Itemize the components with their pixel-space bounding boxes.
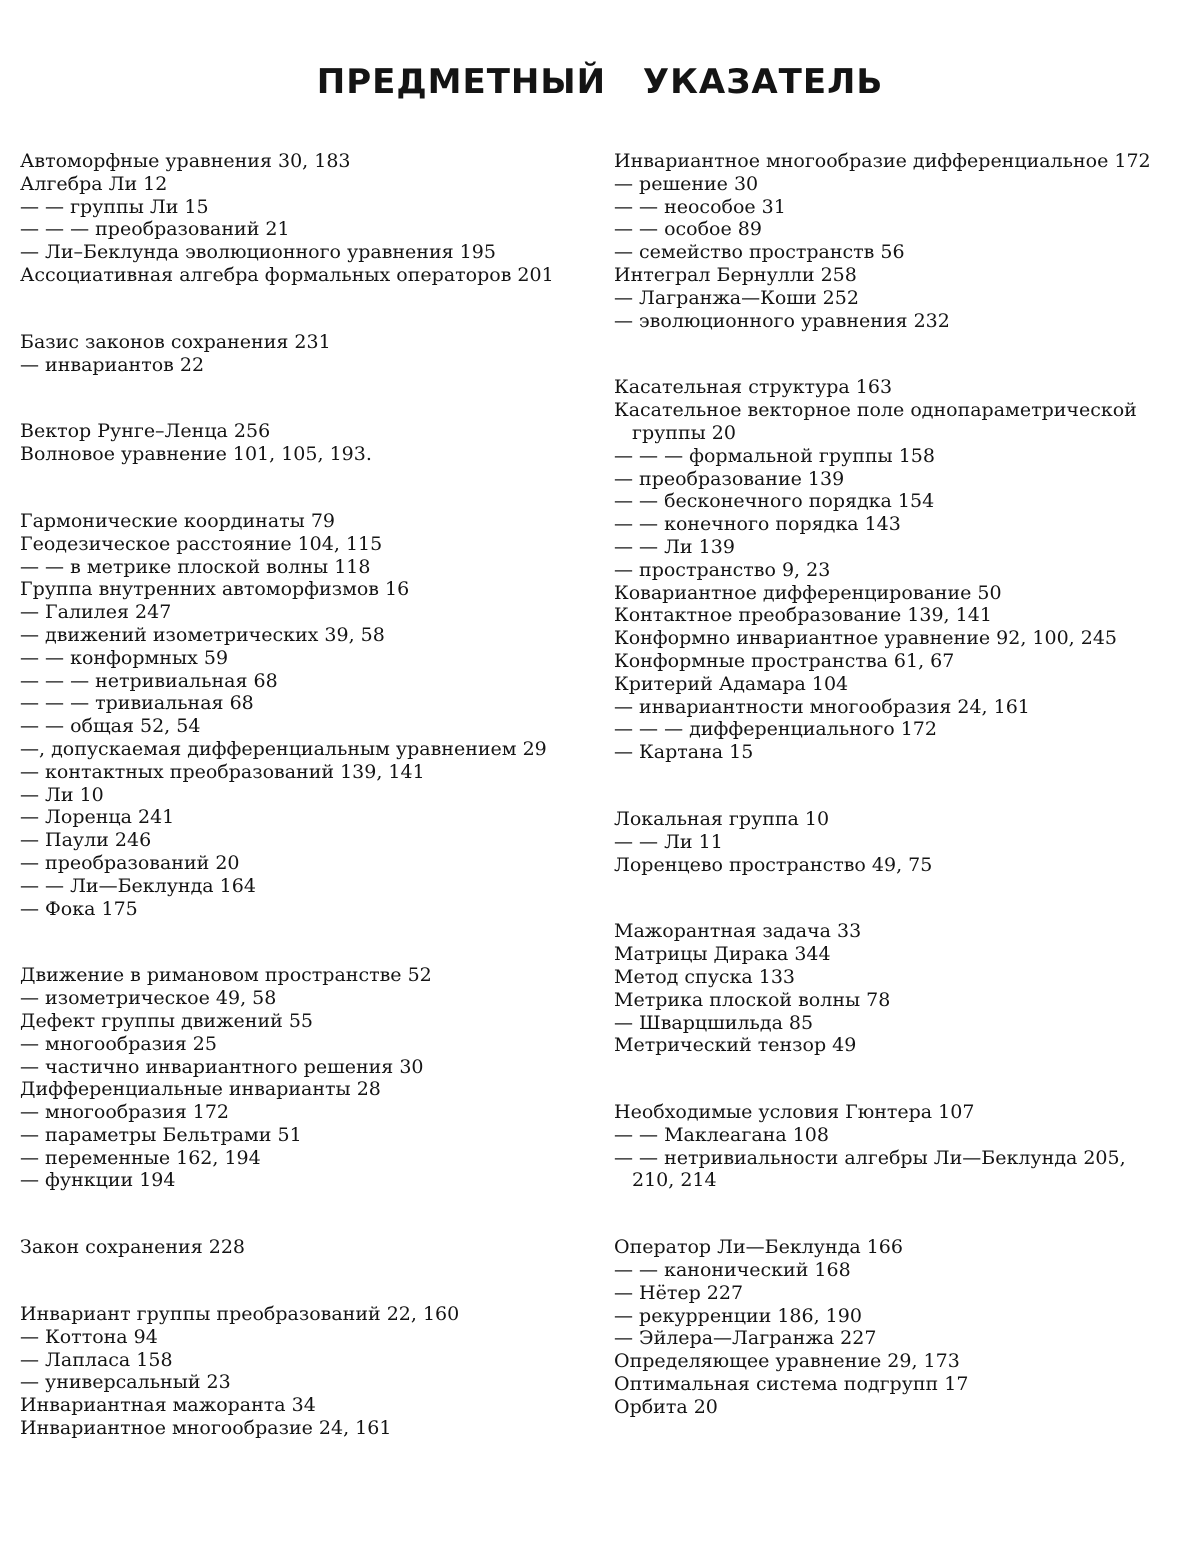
index-entry: — — Ли 11 xyxy=(614,830,723,853)
index-entry: — движений изометрических 39, 58 xyxy=(20,623,385,646)
index-entry: — Коттона 94 xyxy=(20,1325,158,1348)
letter-group-k xyxy=(614,376,1169,764)
letter-group-z xyxy=(20,1236,580,1259)
index-entry: Метод спуска 133 xyxy=(614,965,796,988)
index-entry: — функции 194 xyxy=(20,1169,176,1192)
index-entry: — — Ли—Беклунда 164 xyxy=(20,874,256,897)
index-entry: — — особое 89 xyxy=(614,218,762,241)
index-entry: Автоморфные уравнения 30, 183 xyxy=(20,150,351,172)
index-column-right xyxy=(614,150,1169,1419)
index-entry: — контактных преобразований 139, 141 xyxy=(20,760,425,783)
index-entry: Базис законов сохранения 231 xyxy=(20,330,331,353)
index-entry: — — нетривиальности алгебры Ли—Беклунда 205, 210, 214 xyxy=(614,1146,1126,1192)
index-entry: — Галилея 247 xyxy=(20,601,172,624)
page-title: ПРЕДМЕТНЫЙ УКАЗАТЕЛЬ xyxy=(316,62,884,102)
index-entry: Геодезическое расстояние 104, 115 xyxy=(20,532,383,555)
index-entry: — — бесконечного порядка 154 xyxy=(614,490,935,513)
index-entry: — — — преобразований 21 xyxy=(20,218,290,241)
index-entry: Контактное преобразование 139, 141 xyxy=(614,604,992,627)
index-entry: — — — нетривиальная 68 xyxy=(20,669,278,692)
index-entry: —, допускаемая дифференциальным уравнением 29 xyxy=(20,737,547,760)
index-entry: — переменные 162, 194 xyxy=(20,1146,261,1169)
index-entry: Касательная структура 163 xyxy=(614,376,893,399)
index-entry: Алгебра Ли 12 xyxy=(20,172,168,195)
index-entry: — — Ли 139 xyxy=(614,535,735,558)
index-entry: — универсальный 23 xyxy=(20,1371,231,1394)
letter-group-n xyxy=(614,1101,1169,1192)
index-entry: Оператор Ли—Беклунда 166 xyxy=(614,1236,903,1259)
letter-group-i-cont xyxy=(614,150,1169,332)
letter-group-g xyxy=(20,510,580,920)
index-entry: Инвариант группы преобразований 22, 160 xyxy=(20,1303,460,1326)
index-entry: — многообразия 172 xyxy=(20,1101,229,1124)
index-entry: Необходимые условия Гюнтера 107 xyxy=(614,1101,975,1124)
index-entry: Лоренцево пространство 49, 75 xyxy=(614,853,933,876)
index-entry: — — — дифференциального 172 xyxy=(614,718,937,741)
letter-group-a xyxy=(20,150,580,287)
index-entry: Инвариантное многообразие 24, 161 xyxy=(20,1417,392,1440)
index-entry: — Шварцшильда 85 xyxy=(614,1011,814,1034)
letter-group-i xyxy=(20,1303,580,1440)
index-entry: — решение 30 xyxy=(614,172,759,195)
index-entry: — — конформных 59 xyxy=(20,646,229,669)
index-entry: — — группы Ли 15 xyxy=(20,195,209,218)
index-entry: — преобразование 139 xyxy=(614,467,845,490)
index-column-left xyxy=(20,150,580,1440)
index-entry: Оптимальная система подгрупп 17 xyxy=(614,1373,969,1396)
letter-group-l xyxy=(614,808,1169,876)
index-entry: Конформно инвариантное уравнение 92, 100, 245 xyxy=(614,627,1118,650)
index-entry: — частично инвариантного решения 30 xyxy=(20,1055,424,1078)
index-entry: — Ли 10 xyxy=(20,783,104,806)
index-entry: Локальная группа 10 xyxy=(614,807,830,830)
index-entry: — — Маклеагана 108 xyxy=(614,1123,829,1146)
index-entry: — инвариантности многообразия 24, 161 xyxy=(614,695,1030,718)
index-entry: — — неособое 31 xyxy=(614,195,786,218)
index-entry: — — конечного порядка 143 xyxy=(614,513,901,536)
letter-group-d xyxy=(20,964,580,1192)
index-entry: Дифференциальные инварианты 28 xyxy=(20,1078,381,1101)
index-entry: — Картана 15 xyxy=(614,741,754,764)
index-entry: — Фока 175 xyxy=(20,897,138,920)
index-entry: — Лоренца 241 xyxy=(20,806,175,829)
index-entry: Дефект группы движений 55 xyxy=(20,1009,314,1032)
index-entry: — семейство пространств 56 xyxy=(614,241,905,264)
index-entry: — — — тривиальная 68 xyxy=(20,692,254,715)
index-entry: Закон сохранения 228 xyxy=(20,1236,245,1259)
index-entry: — Лагранжа—Коши 252 xyxy=(614,286,859,309)
index-entry: — пространство 9, 23 xyxy=(614,558,831,581)
index-entry: — преобразований 20 xyxy=(20,851,240,874)
index-entry: — Паули 246 xyxy=(20,829,152,852)
index-entry: Критерий Адамара 104 xyxy=(614,672,849,695)
index-entry: Касательное векторное поле однопараметрической группы 20 xyxy=(614,399,1137,444)
index-entry: Метрика плоской волны 78 xyxy=(614,988,891,1011)
index-entry: Орбита 20 xyxy=(614,1395,718,1418)
index-entry: — Нётер 227 xyxy=(614,1281,744,1304)
index-entry: — Лапласа 158 xyxy=(20,1348,173,1371)
index-entry: Волновое уравнение 101, 105, 193. xyxy=(20,443,372,466)
index-entry: — эволюционного уравнения 232 xyxy=(614,309,950,332)
index-entry: Определяющее уравнение 29, 173 xyxy=(614,1350,960,1373)
index-entry: Мажорантная задача 33 xyxy=(614,920,862,943)
letter-group-o xyxy=(614,1236,1169,1418)
index-entry: — Эйлера—Лагранжа 227 xyxy=(614,1327,877,1350)
index-entry: Интеграл Бернулли 258 xyxy=(614,263,857,286)
index-entry: Группа внутренних автоморфизмов 16 xyxy=(20,578,410,601)
letter-group-m xyxy=(614,920,1169,1057)
index-entry: — инвариантов 22 xyxy=(20,353,205,376)
letter-group-b xyxy=(20,331,580,377)
index-entry: Вектор Рунге–Ленца 256 xyxy=(20,420,271,443)
index-entry: — — общая 52, 54 xyxy=(20,715,201,738)
index-entry: Ковариантное дифференцирование 50 xyxy=(614,581,1002,604)
index-entry: — — в метрике плоской волны 118 xyxy=(20,555,371,578)
index-entry: Инвариантная мажоранта 34 xyxy=(20,1394,316,1417)
index-entry: — изометрическое 49, 58 xyxy=(20,987,277,1010)
index-entry: Матрицы Дирака 344 xyxy=(614,943,831,966)
index-entry: Инвариантное многообразие дифференциальное 172 xyxy=(614,150,1151,172)
index-entry: — многообразия 25 xyxy=(20,1032,217,1055)
index-entry: Метрический тензор 49 xyxy=(614,1034,857,1057)
index-entry: — Ли–Беклунда эволюционного уравнения 195 xyxy=(20,241,496,264)
index-entry: Ассоциативная алгебра формальных операторов 201 xyxy=(20,263,554,286)
index-entry: — рекурренции 186, 190 xyxy=(614,1304,862,1327)
index-entry: Движение в римановом пространстве 52 xyxy=(20,964,432,987)
index-entry: — параметры Бельтрами 51 xyxy=(20,1123,302,1146)
index-entry: — — канонический 168 xyxy=(614,1259,851,1282)
index-entry: Гармонические координаты 79 xyxy=(20,509,336,532)
index-entry: Конформные пространства 61, 67 xyxy=(614,649,955,672)
index-entry: — — — формальной группы 158 xyxy=(614,444,935,467)
letter-group-v xyxy=(20,420,580,466)
